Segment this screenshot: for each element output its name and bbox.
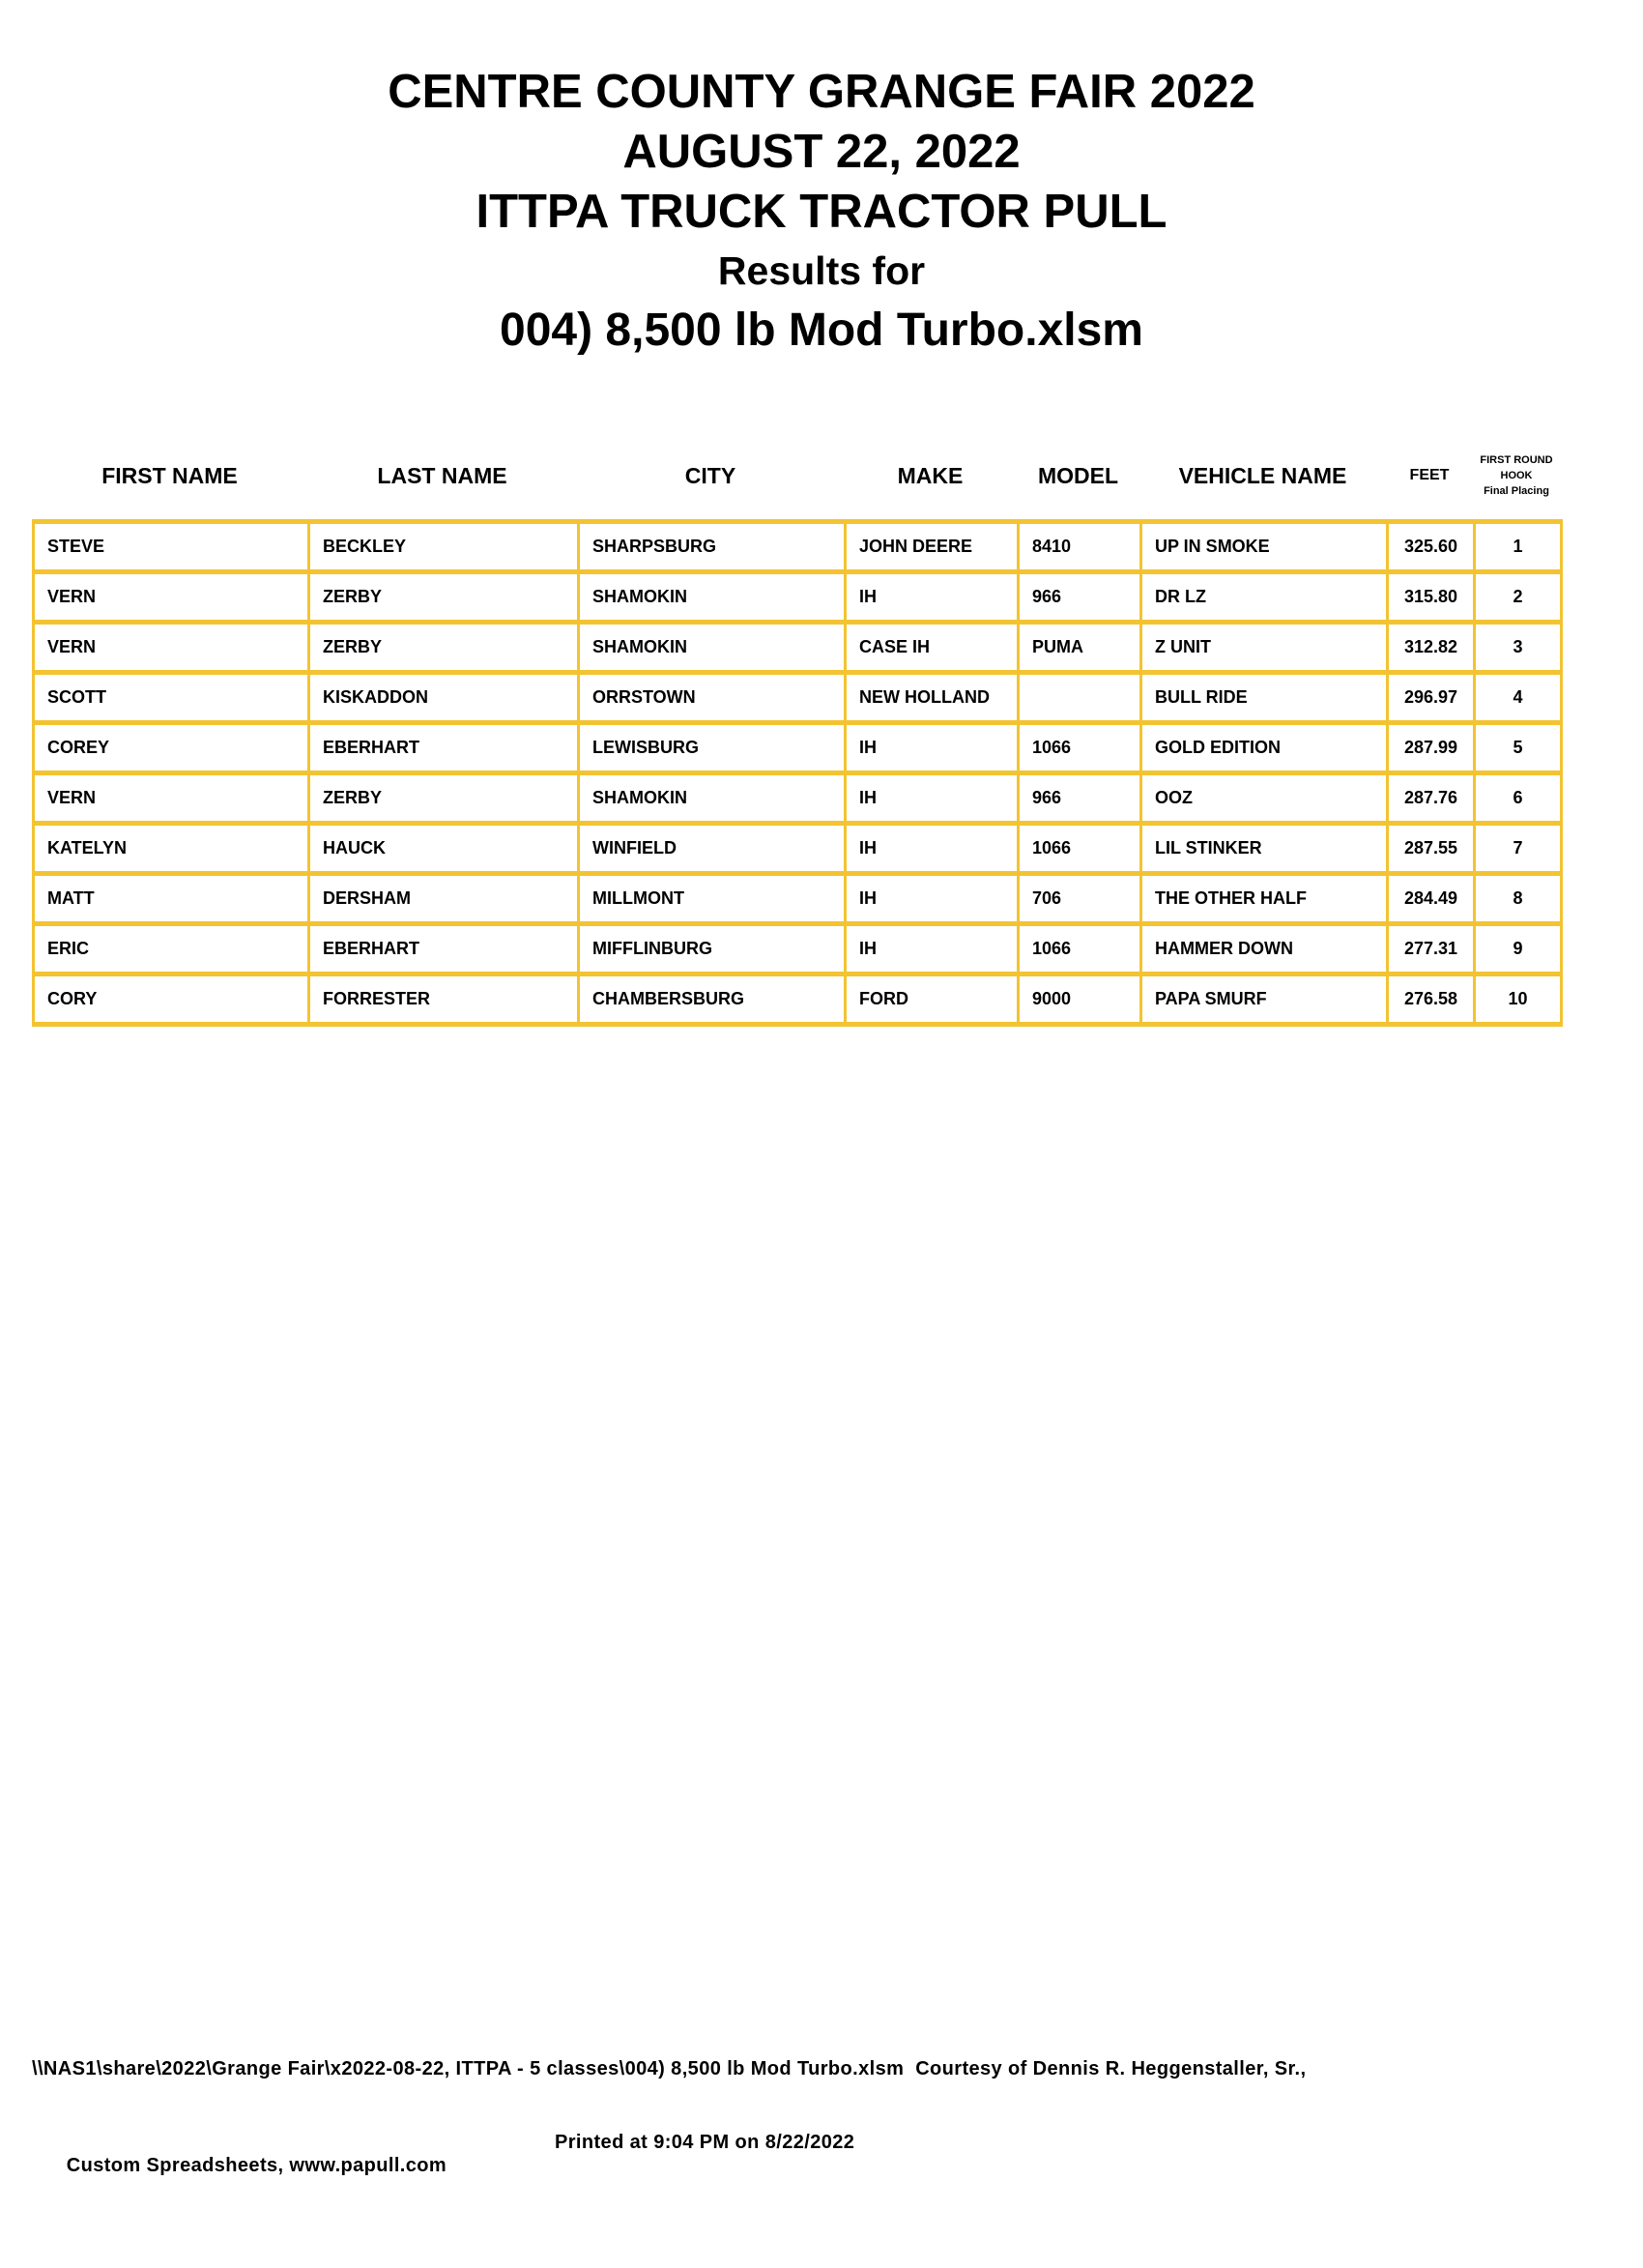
table-cell-first_name: VERN: [35, 775, 310, 821]
table-cell-city: SHAMOKIN: [580, 574, 847, 620]
table-cell-model: 8410: [1020, 524, 1142, 569]
results-table: [32, 519, 1563, 1027]
table-row: [35, 876, 1563, 926]
table-cell-last_name: ZERBY: [310, 625, 580, 670]
table-cell-city: CHAMBERSBURG: [580, 976, 847, 1022]
table-cell-city: SHAMOKIN: [580, 625, 847, 670]
table-cell-feet: 287.99: [1389, 725, 1476, 771]
table-row: [35, 926, 1563, 976]
table-cell-first_name: KATELYN: [35, 826, 310, 871]
table-cell-city: WINFIELD: [580, 826, 847, 871]
table-cell-feet: 277.31: [1389, 926, 1476, 972]
table-cell-feet: 312.82: [1389, 625, 1476, 670]
table-cell-placing: 6: [1476, 775, 1563, 821]
table-cell-vehicle_name: BULL RIDE: [1142, 675, 1389, 720]
event-date: AUGUST 22, 2022: [622, 126, 1021, 178]
table-cell-model: PUMA: [1020, 625, 1142, 670]
event-name: ITTPA TRUCK TRACTOR PULL: [476, 186, 1167, 238]
table-cell-last_name: ZERBY: [310, 775, 580, 821]
table-cell-model: 966: [1020, 775, 1142, 821]
table-cell-vehicle_name: UP IN SMOKE: [1142, 524, 1389, 569]
table-row: [35, 524, 1563, 574]
table-row: [35, 625, 1563, 675]
footer-credit: Custom Spreadsheets, www.papull.com: [66, 2155, 447, 2176]
column-header-last-name: LAST NAME: [377, 462, 507, 488]
table-cell-model: [1020, 675, 1142, 720]
footer-line2: [32, 2131, 1598, 2224]
column-header-make: MAKE: [897, 462, 964, 488]
table-cell-make: IH: [847, 876, 1020, 921]
results-for-label: Results for: [717, 248, 926, 293]
table-cell-first_name: COREY: [35, 725, 310, 771]
table-cell-last_name: KISKADDON: [310, 675, 580, 720]
table-cell-last_name: ZERBY: [310, 574, 580, 620]
table-cell-city: MILLMONT: [580, 876, 847, 921]
table-cell-placing: 4: [1476, 675, 1563, 720]
table-cell-vehicle_name: OOZ: [1142, 775, 1389, 821]
class-filename: 004) 8,500 lb Mod Turbo.xlsm: [500, 305, 1143, 356]
table-cell-make: JOHN DEERE: [847, 524, 1020, 569]
table-cell-city: SHARPSBURG: [580, 524, 847, 569]
table-cell-first_name: STEVE: [35, 524, 310, 569]
table-cell-first_name: VERN: [35, 574, 310, 620]
table-cell-placing: 8: [1476, 876, 1563, 921]
table-cell-vehicle_name: DR LZ: [1142, 574, 1389, 620]
table-cell-make: IH: [847, 926, 1020, 972]
table-cell-placing: 2: [1476, 574, 1563, 620]
table-cell-last_name: HAUCK: [310, 826, 580, 871]
table-cell-model: 1066: [1020, 725, 1142, 771]
table-cell-placing: 5: [1476, 725, 1563, 771]
table-cell-make: IH: [847, 775, 1020, 821]
table-cell-first_name: ERIC: [35, 926, 310, 972]
table-cell-city: MIFFLINBURG: [580, 926, 847, 972]
table-cell-model: 706: [1020, 876, 1142, 921]
table-cell-last_name: EBERHART: [310, 926, 580, 972]
table-cell-model: 9000: [1020, 976, 1142, 1022]
table-cell-make: IH: [847, 574, 1020, 620]
column-header-vehicle-name: VEHICLE NAME: [1178, 462, 1347, 488]
table-cell-feet: 287.76: [1389, 775, 1476, 821]
table-row: [35, 826, 1563, 876]
table-cell-city: LEWISBURG: [580, 725, 847, 771]
table-cell-model: 1066: [1020, 826, 1142, 871]
table-cell-first_name: VERN: [35, 625, 310, 670]
table-cell-vehicle_name: Z UNIT: [1142, 625, 1389, 670]
table-cell-placing: 1: [1476, 524, 1563, 569]
title-block: [0, 62, 1643, 361]
table-row: [35, 775, 1563, 826]
footer-printed-at: Printed at 9:04 PM on 8/22/2022: [555, 2132, 855, 2153]
table-cell-vehicle_name: GOLD EDITION: [1142, 725, 1389, 771]
column-header-placing-line3: Final Placing: [1484, 485, 1549, 497]
table-cell-model: 966: [1020, 574, 1142, 620]
table-row: [35, 976, 1563, 1027]
table-cell-feet: 296.97: [1389, 675, 1476, 720]
table-cell-make: IH: [847, 725, 1020, 771]
column-header-placing-line2: HOOK: [1500, 470, 1533, 481]
table-row: [35, 574, 1563, 625]
table-column-headers: [32, 447, 1560, 505]
table-cell-feet: 276.58: [1389, 976, 1476, 1022]
footer-file-path: \\NAS1\share\2022\Grange Fair\x2022-08-22, ITTPA - 5 classes\004) 8,500 lb Mod Turbo.xlsm Courtesy of Dennis R. Heggenstaller, Sr.,: [32, 2058, 1307, 2079]
table-cell-placing: 10: [1476, 976, 1563, 1022]
table-cell-make: CASE IH: [847, 625, 1020, 670]
table-cell-feet: 287.55: [1389, 826, 1476, 871]
table-cell-vehicle_name: LIL STINKER: [1142, 826, 1389, 871]
table-cell-feet: 325.60: [1389, 524, 1476, 569]
table-cell-first_name: SCOTT: [35, 675, 310, 720]
table-cell-last_name: BECKLEY: [310, 524, 580, 569]
table-cell-vehicle_name: HAMMER DOWN: [1142, 926, 1389, 972]
table-cell-last_name: FORRESTER: [310, 976, 580, 1022]
table-cell-city: ORRSTOWN: [580, 675, 847, 720]
table-cell-make: IH: [847, 826, 1020, 871]
table-cell-make: NEW HOLLAND: [847, 675, 1020, 720]
page-footer: [32, 2013, 1598, 2268]
table-cell-placing: 9: [1476, 926, 1563, 972]
table-cell-placing: 7: [1476, 826, 1563, 871]
table-cell-city: SHAMOKIN: [580, 775, 847, 821]
table-cell-last_name: DERSHAM: [310, 876, 580, 921]
column-header-placing: [1473, 452, 1560, 499]
table-cell-make: FORD: [847, 976, 1020, 1022]
table-cell-placing: 3: [1476, 625, 1563, 670]
table-cell-feet: 315.80: [1389, 574, 1476, 620]
column-header-first-name: FIRST NAME: [101, 462, 238, 488]
column-header-placing-line1: FIRST ROUND: [1480, 454, 1553, 466]
table-row: [35, 675, 1563, 725]
table-cell-model: 1066: [1020, 926, 1142, 972]
table-row: [35, 725, 1563, 775]
page-title: CENTRE COUNTY GRANGE FAIR 2022: [388, 66, 1255, 118]
table-cell-vehicle_name: THE OTHER HALF: [1142, 876, 1389, 921]
column-header-city: CITY: [684, 462, 736, 488]
table-cell-vehicle_name: PAPA SMURF: [1142, 976, 1389, 1022]
table-cell-last_name: EBERHART: [310, 725, 580, 771]
column-header-feet: FEET: [1409, 467, 1450, 483]
table-cell-feet: 284.49: [1389, 876, 1476, 921]
table-cell-first_name: MATT: [35, 876, 310, 921]
column-header-model: MODEL: [1037, 462, 1119, 488]
table-cell-first_name: CORY: [35, 976, 310, 1022]
